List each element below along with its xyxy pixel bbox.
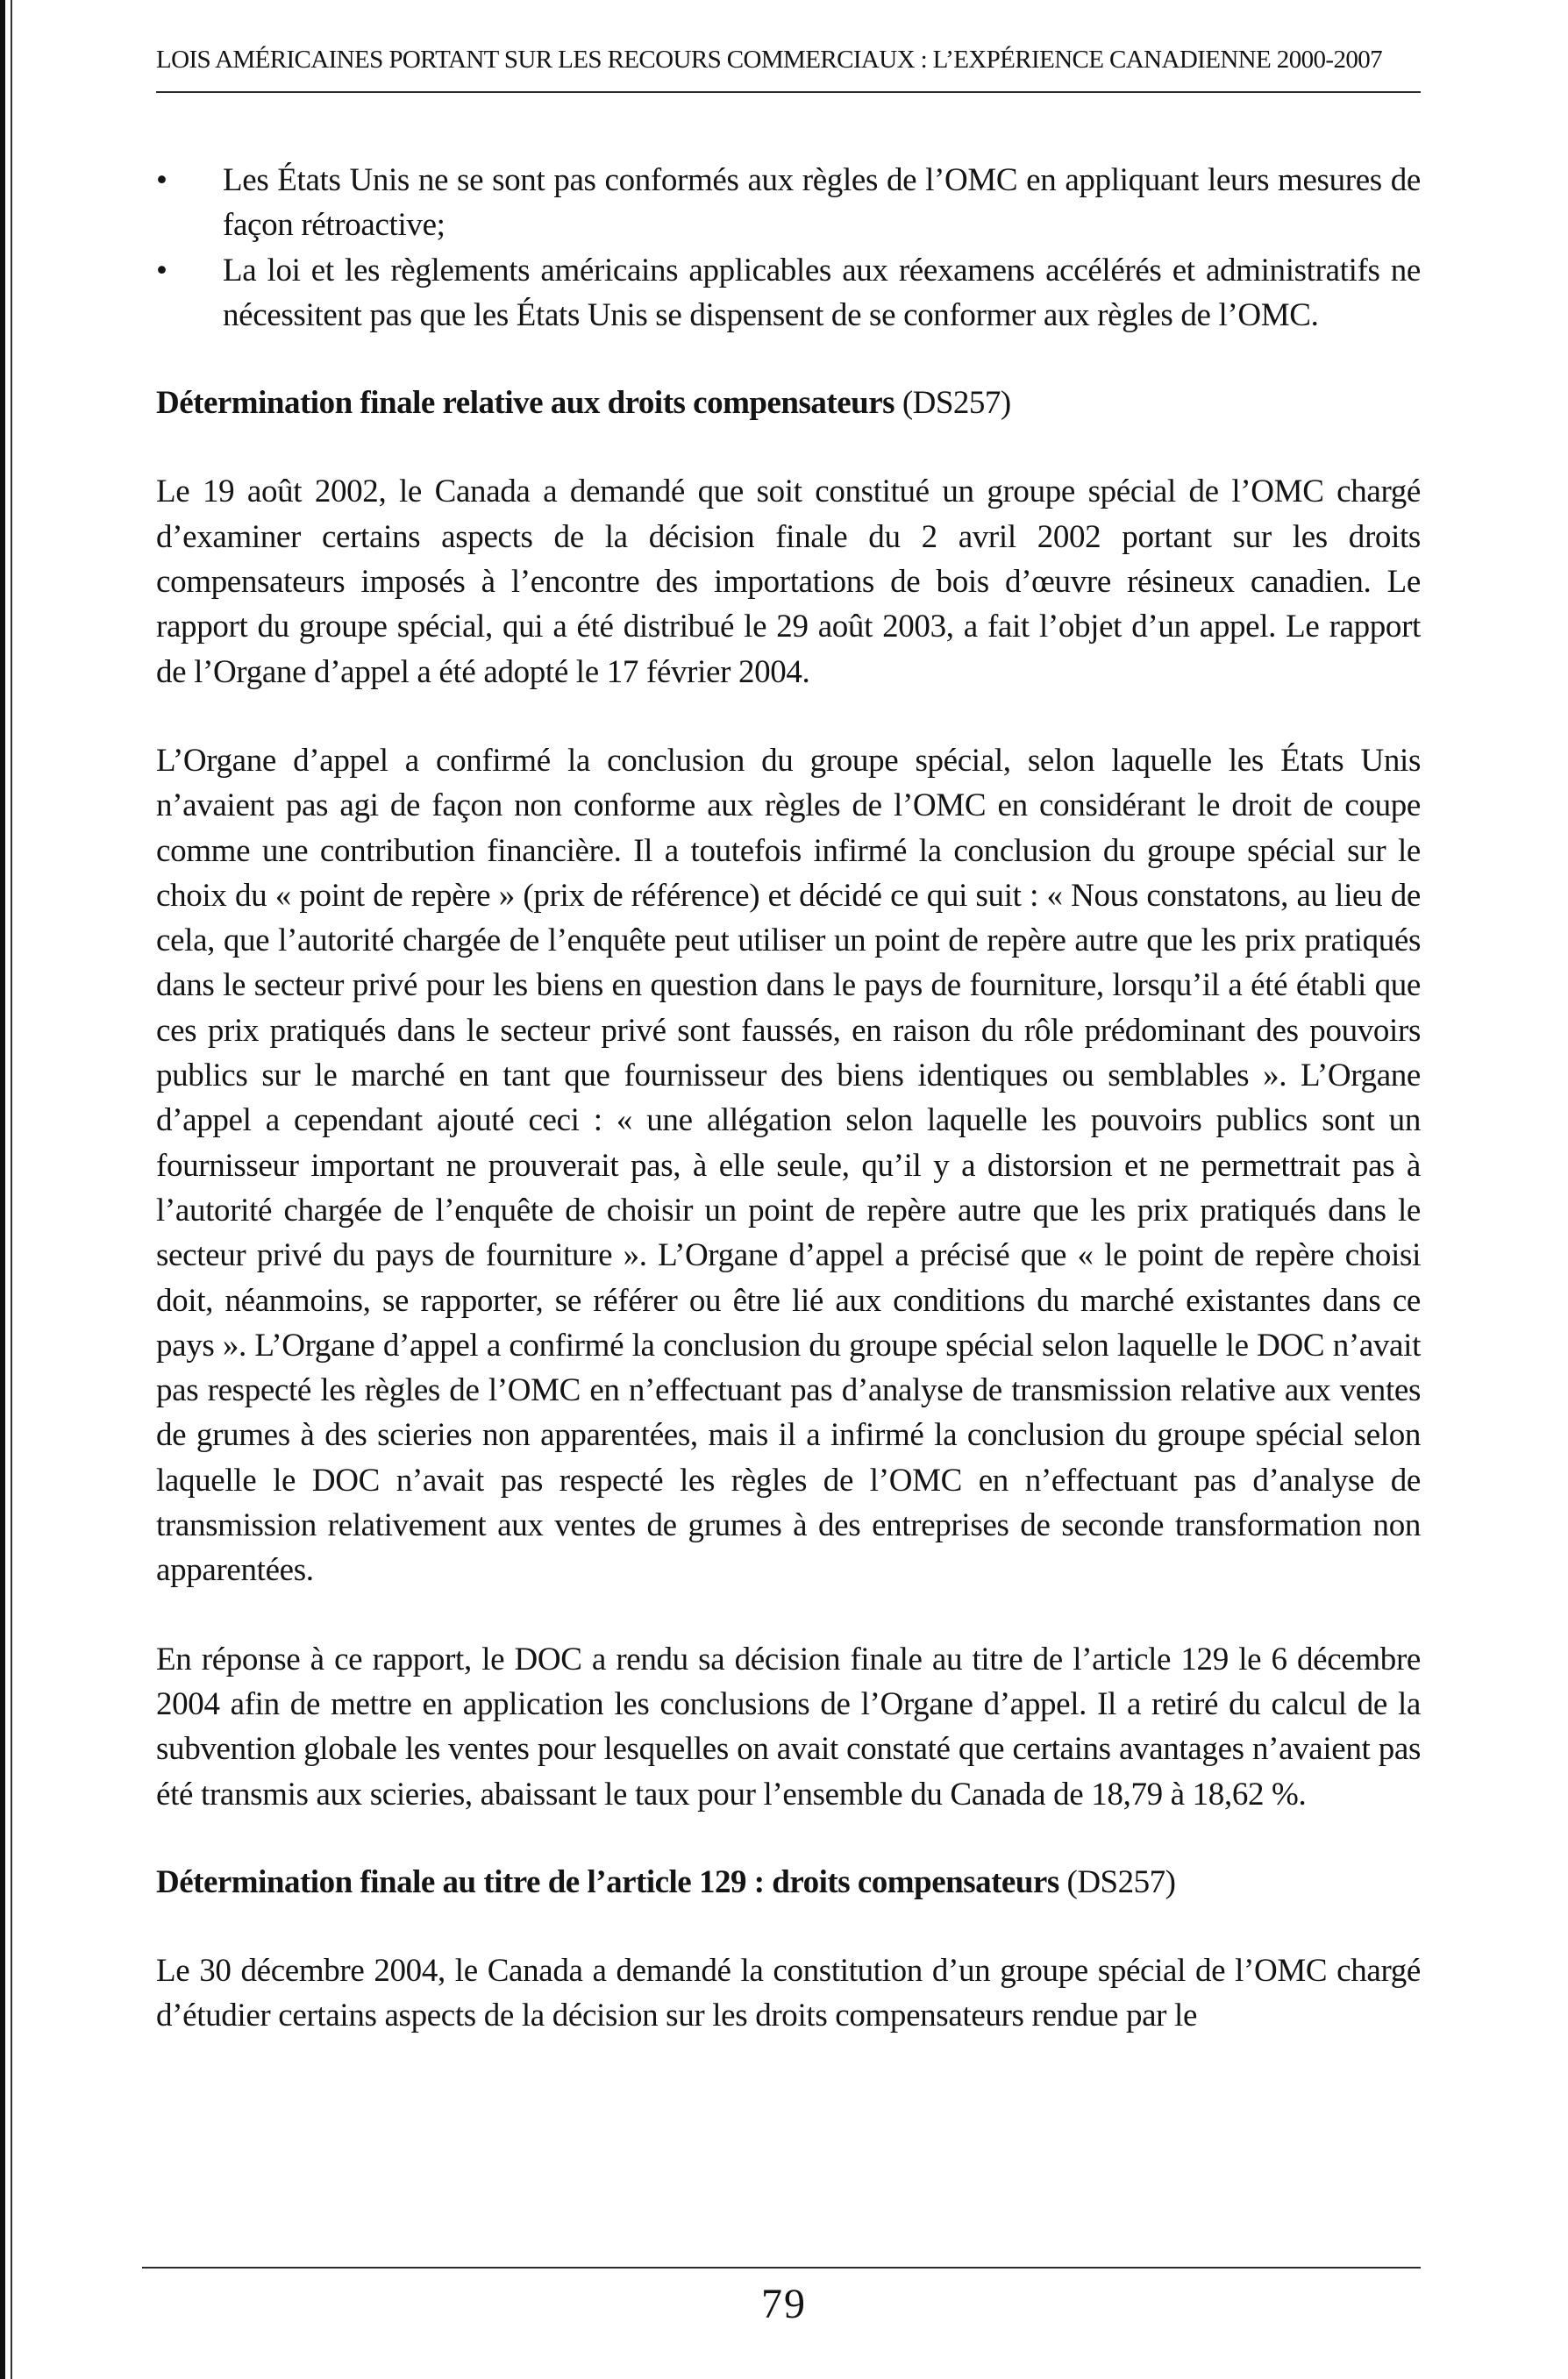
bullet-list bbox=[156, 158, 1421, 338]
list-item bbox=[156, 248, 1421, 338]
running-header: LOIS AMÉRICAINES PORTANT SUR LES RECOURS COMMERCIAUX : L’EXPÉRIENCE CANADIENNE 2000-2007 bbox=[156, 46, 1383, 74]
bullet-text: Les États Unis ne se sont pas conformés aux règles de l’OMC en appliquant leurs mesures de façon rétroactive; bbox=[223, 162, 1421, 244]
paragraph: Le 19 août 2002, le Canada a demandé que soit constitué un groupe spécial de l’OMC chargé d’examiner certains aspects de la décision finale du 2 avril 2002 portant sur les droits compensateurs imposés à l’encontre des importations de bois d’œuvre résineux canadien. Le rapport du groupe spécial, qui a été distribué le 29 août 2003, a fait l’objet d’un appel. Le rapport de l’Organe d’appel a été adopté le 17 février 2004. bbox=[156, 474, 1421, 690]
section-heading-article-129 bbox=[156, 1860, 1421, 1905]
scan-edge-line bbox=[11, 0, 12, 2379]
page-body bbox=[156, 158, 1421, 2039]
section-heading-countervailing-final bbox=[156, 381, 1421, 425]
footer-rule bbox=[142, 2267, 1421, 2269]
bullet-icon: • bbox=[156, 252, 167, 288]
bullet-icon: • bbox=[156, 162, 167, 198]
bullet-text: La loi et les règlements américains applicables aux réexamens accélérés et administratifs ne nécessitent pas que les États Unis se dispensent de se conformer aux règles de l’OMC. bbox=[223, 252, 1421, 333]
paragraph: Le 30 décembre 2004, le Canada a demandé la constitution d’un groupe spécial de l’OMC chargé d’étudier certains aspects de la décision sur les droits compensateurs rendue par le bbox=[156, 1953, 1421, 2034]
header-rule bbox=[156, 91, 1421, 93]
page-number: 79 bbox=[761, 2281, 807, 2327]
section-heading-code: (DS257) bbox=[902, 385, 1011, 422]
section-heading-code: (DS257) bbox=[1066, 1863, 1176, 1900]
scan-edge-shadow bbox=[0, 0, 5, 2379]
paragraph: En réponse à ce rapport, le DOC a rendu sa décision finale au titre de l’article 129 le 6 décembre 2004 afin de mettre en application les conclusions de l’Organe d’appel. Il a retiré du calcul de la subvention globale les ventes pour lesquelles on avait constaté que certains avantages n’avaient pas été transmis aux scieries, abaissant le taux pour l’ensemble du Canada de 18,79 à 18,62 %. bbox=[156, 1641, 1421, 1813]
section-heading-title: Détermination finale relative aux droits compensateurs bbox=[156, 385, 895, 422]
section-heading-title: Détermination finale au titre de l’article 129 : droits compensateurs bbox=[156, 1863, 1059, 1900]
paragraph: L’Organe d’appel a confirmé la conclusion du groupe spécial, selon laquelle les États Unis n’avaient pas agi de façon non conforme aux règles de l’OMC en considérant le droit de coupe comme une contribution financière. Il a toutefois infirmé la conclusion du groupe spécial sur le choix du « point de repère » (prix de référence) et décidé ce qui suit : « Nous constatons, au lieu de cela, que l’autorité chargée de l’enquête peut utiliser un point de repère autre que les prix pratiqués dans le secteur privé pour les biens en question dans le pays de fourniture, lorsqu’il a été établi que ces prix pratiqués dans le secteur privé sont faussés, en raison du rôle prédominant des pouvoirs publics sur le marché en tant que fournisseur des biens identiques ou semblables ». L’Organe d’appel a cependant ajouté ceci : « une allégation selon laquelle les pouvoirs publics sont un fournisseur important ne prouverait pas, à elle seule, qu’il y a distorsion et ne permettrait pas à l’autorité chargée de l’enquête de choisir un point de repère autre que les prix pratiqués dans le secteur privé du pays de fourniture ». L’Organe d’appel a précisé que « le point de repère choisi doit, néanmoins, se rapporter, se référer ou être lié aux conditions du marché existantes dans ce pays ». L’Organe d’appel a confirmé la conclusion du groupe spécial selon laquelle le DOC n’avait pas respecté les règles de l’OMC en n’effectuant pas d’analyse de transmission relative aux ventes de grumes à des scieries non apparentées, mais il a infirmé la conclusion du groupe spécial selon laquelle le DOC n’avait pas respecté les règles de l’OMC en n’effectuant pas d’analyse de transmission relativement aux ventes de grumes à des entreprises de seconde transformation non apparentées. bbox=[156, 742, 1421, 1589]
list-item bbox=[156, 158, 1421, 248]
